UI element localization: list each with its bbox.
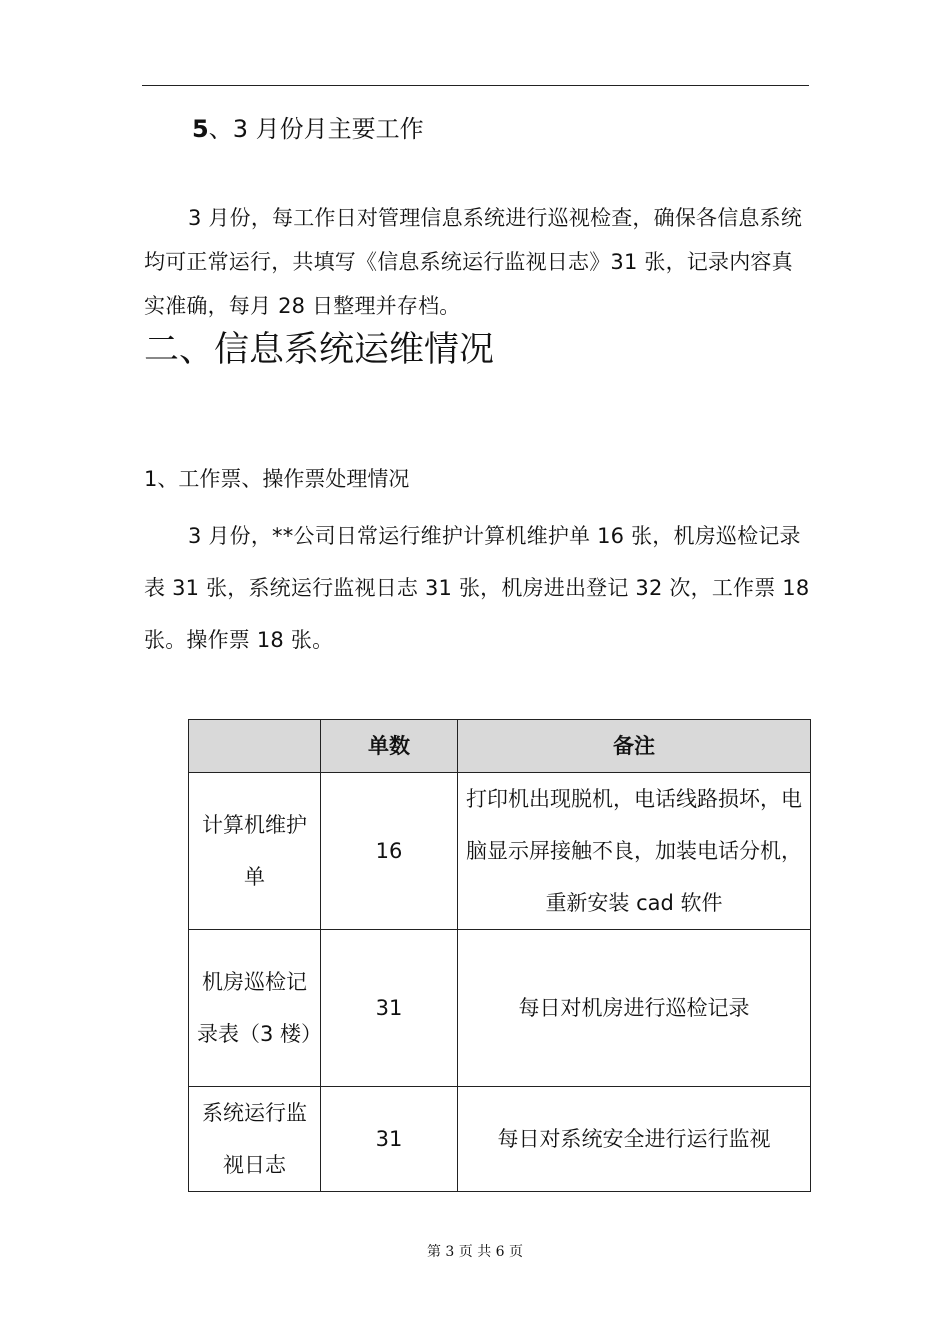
header-cell-blank — [189, 720, 321, 773]
paragraph-monitoring: 3 月份，每工作日对管理信息系统进行巡视检查，确保各信息系统均可正常运行，共填写《信息系统运行监视日志》31 张，记录内容真实准确，每月 28 日整理并存档。 — [144, 206, 803, 318]
row-name-cell: 机房巡检记录表（3 楼） — [189, 930, 321, 1087]
row-count-cell: 16 — [321, 773, 458, 930]
section-5-number: 5 — [192, 115, 209, 143]
header-cell-count: 单数 — [321, 720, 458, 773]
section-5-heading — [192, 112, 424, 146]
page-number-footer: 第 3 页 共 6 页 — [426, 1244, 524, 1260]
table-row — [189, 1087, 811, 1192]
row-count-cell: 31 — [321, 1087, 458, 1192]
table-row — [189, 930, 811, 1087]
heading-work-tickets: 1、工作票、操作票处理情况 — [144, 467, 410, 491]
row-count-cell: 31 — [321, 930, 458, 1087]
header-cell-note: 备注 — [458, 720, 811, 773]
heading-ops-status: 二、信息系统运维情况 — [144, 330, 495, 370]
row-note-cell: 打印机出现脱机，电话线路损坏，电脑显示屏接触不良，加装电话分机，重新安装 cad 软件 — [458, 773, 811, 930]
table-row — [189, 773, 811, 930]
tickets-table — [188, 719, 811, 1192]
paragraph-tickets: 3 月份，**公司日常运行维护计算机维护单 16 张，机房巡检记录表 31 张，系统运行监视日志 31 张，机房进出登记 32 次，工作票 18 张。操作票 18 张。 — [144, 524, 810, 652]
row-name-cell: 计算机维护单 — [189, 773, 321, 930]
header-rule — [142, 85, 809, 86]
section-5-title: 、3 月份月主要工作 — [208, 115, 424, 143]
row-name-cell: 系统运行监视日志 — [189, 1087, 321, 1192]
table-header-row — [189, 720, 811, 773]
row-note-cell: 每日对机房进行巡检记录 — [458, 930, 811, 1087]
row-note-cell: 每日对系统安全进行运行监视 — [458, 1087, 811, 1192]
